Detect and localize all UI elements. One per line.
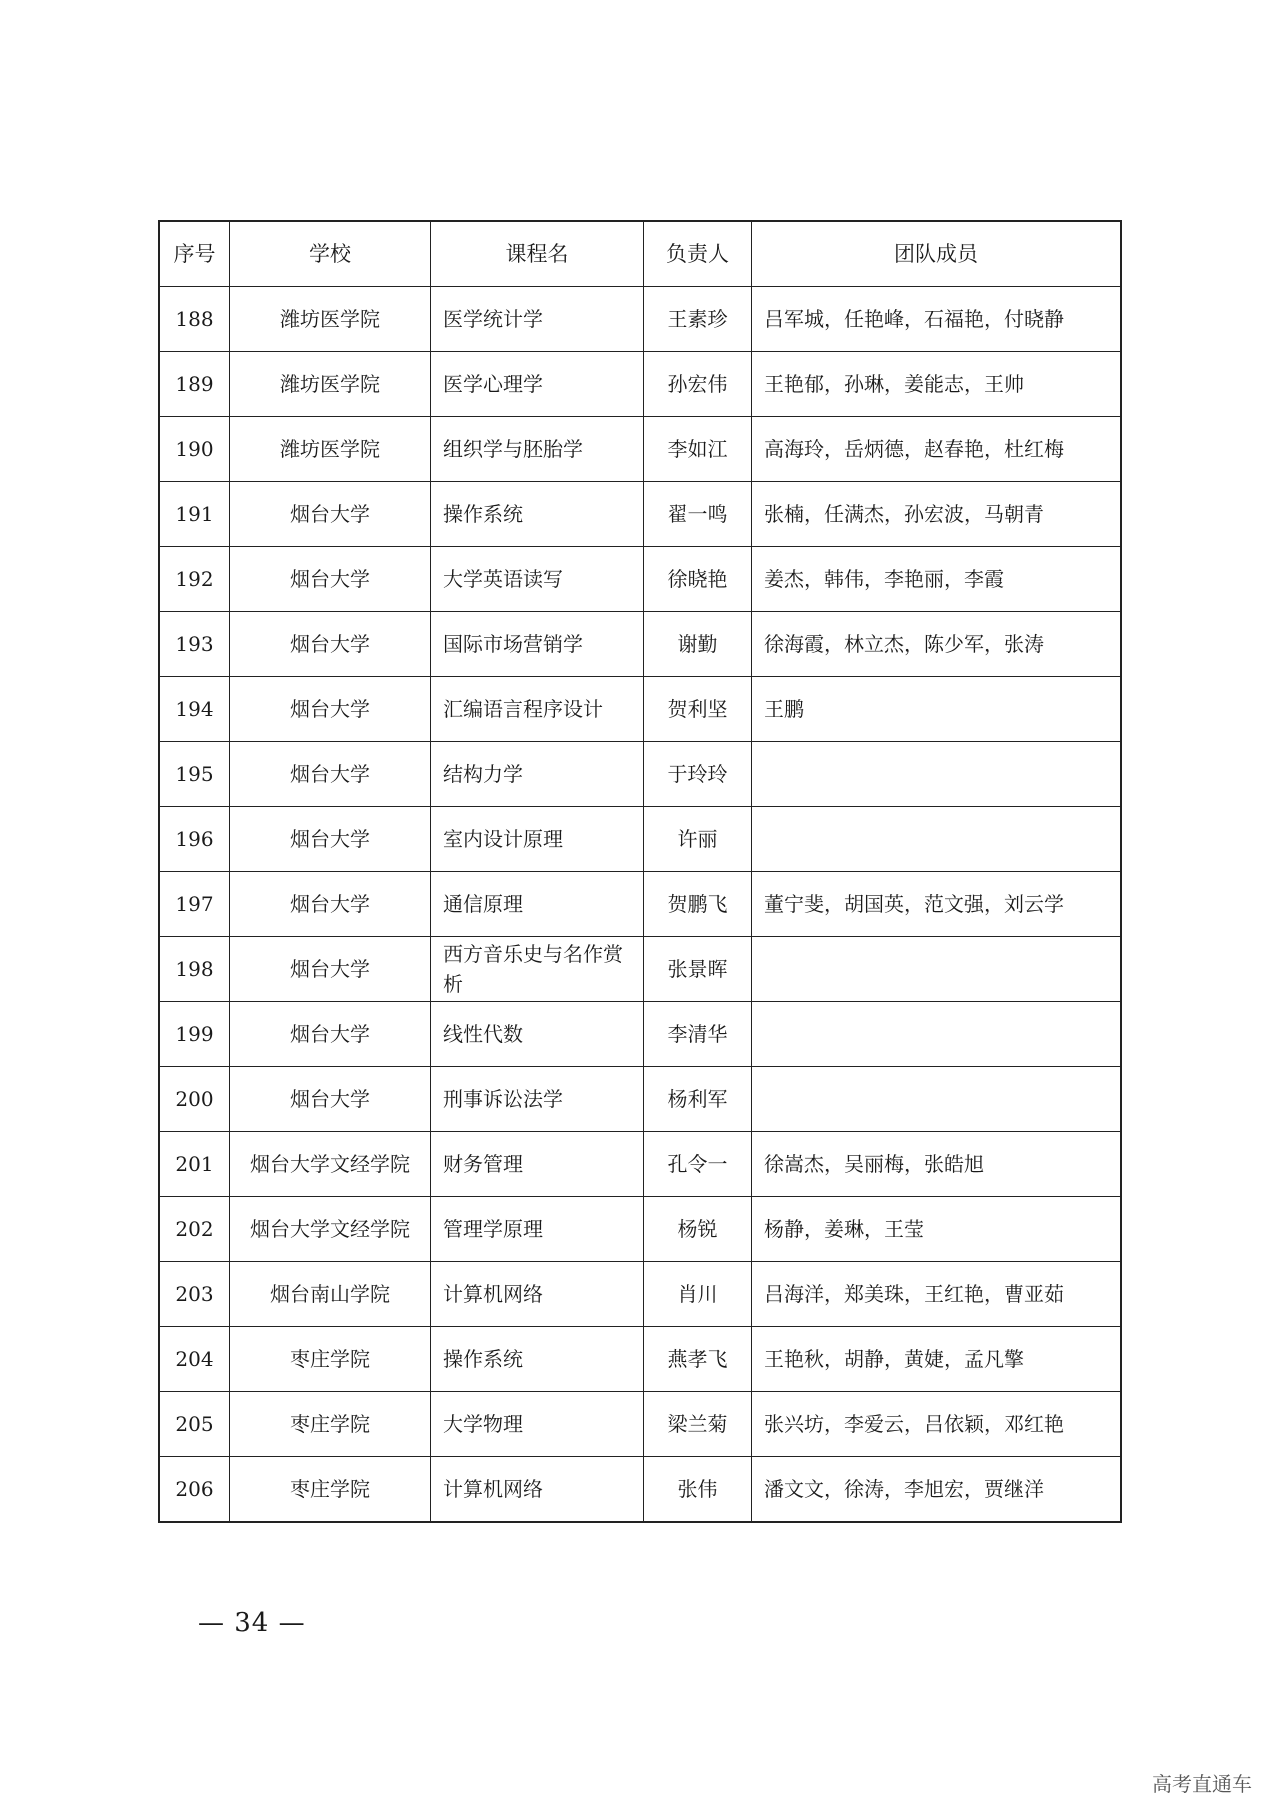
table-row [159, 547, 1121, 612]
table-row [159, 872, 1121, 937]
table-row [159, 287, 1121, 352]
cell-team [752, 1002, 1122, 1067]
cell-course: 财务管理 [431, 1132, 644, 1197]
cell-course: 操作系统 [431, 482, 644, 547]
cell-course: 刑事诉讼法学 [431, 1067, 644, 1132]
cell-no: 191 [159, 482, 230, 547]
cell-school: 潍坊医学院 [230, 287, 431, 352]
cell-no: 198 [159, 937, 230, 1002]
cell-team: 吕海洋，郑美珠，王红艳，曹亚茹 [752, 1262, 1122, 1327]
cell-leader: 许丽 [644, 807, 752, 872]
cell-no: 190 [159, 417, 230, 482]
cell-course: 管理学原理 [431, 1197, 644, 1262]
table-row [159, 1197, 1121, 1262]
cell-school: 烟台大学 [230, 937, 431, 1002]
cell-leader: 贺鹏飞 [644, 872, 752, 937]
cell-leader: 王素珍 [644, 287, 752, 352]
cell-school: 烟台大学 [230, 547, 431, 612]
cell-leader: 张景晖 [644, 937, 752, 1002]
cell-school: 烟台大学 [230, 1067, 431, 1132]
cell-no: 188 [159, 287, 230, 352]
table-row [159, 1327, 1121, 1392]
table-row [159, 807, 1121, 872]
table-row [159, 1457, 1121, 1523]
cell-team [752, 937, 1122, 1002]
cell-school: 潍坊医学院 [230, 417, 431, 482]
cell-team: 高海玲，岳炳德，赵春艳，杜红梅 [752, 417, 1122, 482]
cell-team: 徐嵩杰，吴丽梅，张皓旭 [752, 1132, 1122, 1197]
cell-course: 计算机网络 [431, 1262, 644, 1327]
cell-course: 汇编语言程序设计 [431, 677, 644, 742]
cell-school: 枣庄学院 [230, 1392, 431, 1457]
cell-school: 烟台大学 [230, 872, 431, 937]
cell-team: 徐海霞，林立杰，陈少军，张涛 [752, 612, 1122, 677]
cell-no: 205 [159, 1392, 230, 1457]
cell-no: 206 [159, 1457, 230, 1523]
watermark-text: 高考直通车 [1152, 1772, 1252, 1796]
table-row [159, 1067, 1121, 1132]
cell-no: 196 [159, 807, 230, 872]
cell-team: 吕军城，任艳峰，石福艳，付晓静 [752, 287, 1122, 352]
cell-no: 193 [159, 612, 230, 677]
cell-leader: 贺利坚 [644, 677, 752, 742]
header-team: 团队成员 [752, 221, 1122, 287]
cell-leader: 李如江 [644, 417, 752, 482]
cell-course: 室内设计原理 [431, 807, 644, 872]
cell-school: 烟台南山学院 [230, 1262, 431, 1327]
cell-course: 医学统计学 [431, 287, 644, 352]
cell-school: 烟台大学 [230, 677, 431, 742]
table-body [159, 287, 1121, 1523]
cell-no: 195 [159, 742, 230, 807]
cell-course: 操作系统 [431, 1327, 644, 1392]
cell-team: 王鹏 [752, 677, 1122, 742]
cell-school: 烟台大学文经学院 [230, 1197, 431, 1262]
cell-leader: 于玲玲 [644, 742, 752, 807]
cell-school: 烟台大学 [230, 482, 431, 547]
course-table [158, 220, 1122, 1523]
cell-course: 医学心理学 [431, 352, 644, 417]
cell-team: 姜杰，韩伟，李艳丽，李霞 [752, 547, 1122, 612]
table-row [159, 352, 1121, 417]
cell-course: 大学英语读写 [431, 547, 644, 612]
page-number: — 34 — [198, 1608, 306, 1638]
cell-school: 烟台大学 [230, 1002, 431, 1067]
cell-no: 202 [159, 1197, 230, 1262]
cell-team: 杨静，姜琳，王莹 [752, 1197, 1122, 1262]
table-row [159, 1262, 1121, 1327]
cell-school: 枣庄学院 [230, 1327, 431, 1392]
cell-leader: 张伟 [644, 1457, 752, 1523]
cell-school: 烟台大学 [230, 807, 431, 872]
cell-team: 王艳郁，孙琳，姜能志，王帅 [752, 352, 1122, 417]
table-row [159, 612, 1121, 677]
cell-course: 线性代数 [431, 1002, 644, 1067]
cell-leader: 谢勤 [644, 612, 752, 677]
table-row [159, 417, 1121, 482]
table-row [159, 742, 1121, 807]
cell-leader: 肖川 [644, 1262, 752, 1327]
cell-no: 201 [159, 1132, 230, 1197]
cell-team [752, 807, 1122, 872]
header-course: 课程名 [431, 221, 644, 287]
cell-leader: 杨锐 [644, 1197, 752, 1262]
cell-no: 194 [159, 677, 230, 742]
cell-team [752, 1067, 1122, 1132]
cell-school: 烟台大学 [230, 612, 431, 677]
cell-course: 通信原理 [431, 872, 644, 937]
cell-school: 烟台大学文经学院 [230, 1132, 431, 1197]
table-header-row [159, 221, 1121, 287]
cell-course: 计算机网络 [431, 1457, 644, 1523]
cell-leader: 燕孝飞 [644, 1327, 752, 1392]
cell-no: 203 [159, 1262, 230, 1327]
table-row [159, 937, 1121, 1002]
cell-leader: 孙宏伟 [644, 352, 752, 417]
cell-leader: 李清华 [644, 1002, 752, 1067]
cell-team: 王艳秋，胡静，黄婕，孟凡擎 [752, 1327, 1122, 1392]
cell-course: 西方音乐史与名作赏析 [431, 937, 644, 1002]
table-row [159, 677, 1121, 742]
cell-no: 197 [159, 872, 230, 937]
cell-school: 枣庄学院 [230, 1457, 431, 1523]
cell-leader: 翟一鸣 [644, 482, 752, 547]
cell-leader: 徐晓艳 [644, 547, 752, 612]
cell-team: 潘文文，徐涛，李旭宏，贾继洋 [752, 1457, 1122, 1523]
cell-course: 大学物理 [431, 1392, 644, 1457]
header-leader: 负责人 [644, 221, 752, 287]
table-row [159, 1132, 1121, 1197]
cell-team: 张兴坊，李爱云，吕依颖，邓红艳 [752, 1392, 1122, 1457]
cell-no: 200 [159, 1067, 230, 1132]
cell-team: 董宁斐，胡国英，范文强，刘云学 [752, 872, 1122, 937]
cell-course: 国际市场营销学 [431, 612, 644, 677]
cell-leader: 孔令一 [644, 1132, 752, 1197]
table-row [159, 482, 1121, 547]
cell-no: 199 [159, 1002, 230, 1067]
header-no: 序号 [159, 221, 230, 287]
cell-no: 192 [159, 547, 230, 612]
cell-leader: 杨利军 [644, 1067, 752, 1132]
cell-course: 组织学与胚胎学 [431, 417, 644, 482]
cell-team: 张楠，任满杰，孙宏波，马朝青 [752, 482, 1122, 547]
cell-leader: 梁兰菊 [644, 1392, 752, 1457]
header-school: 学校 [230, 221, 431, 287]
table-row [159, 1392, 1121, 1457]
cell-course: 结构力学 [431, 742, 644, 807]
cell-team [752, 742, 1122, 807]
table-row [159, 1002, 1121, 1067]
cell-no: 189 [159, 352, 230, 417]
cell-no: 204 [159, 1327, 230, 1392]
cell-school: 烟台大学 [230, 742, 431, 807]
cell-school: 潍坊医学院 [230, 352, 431, 417]
